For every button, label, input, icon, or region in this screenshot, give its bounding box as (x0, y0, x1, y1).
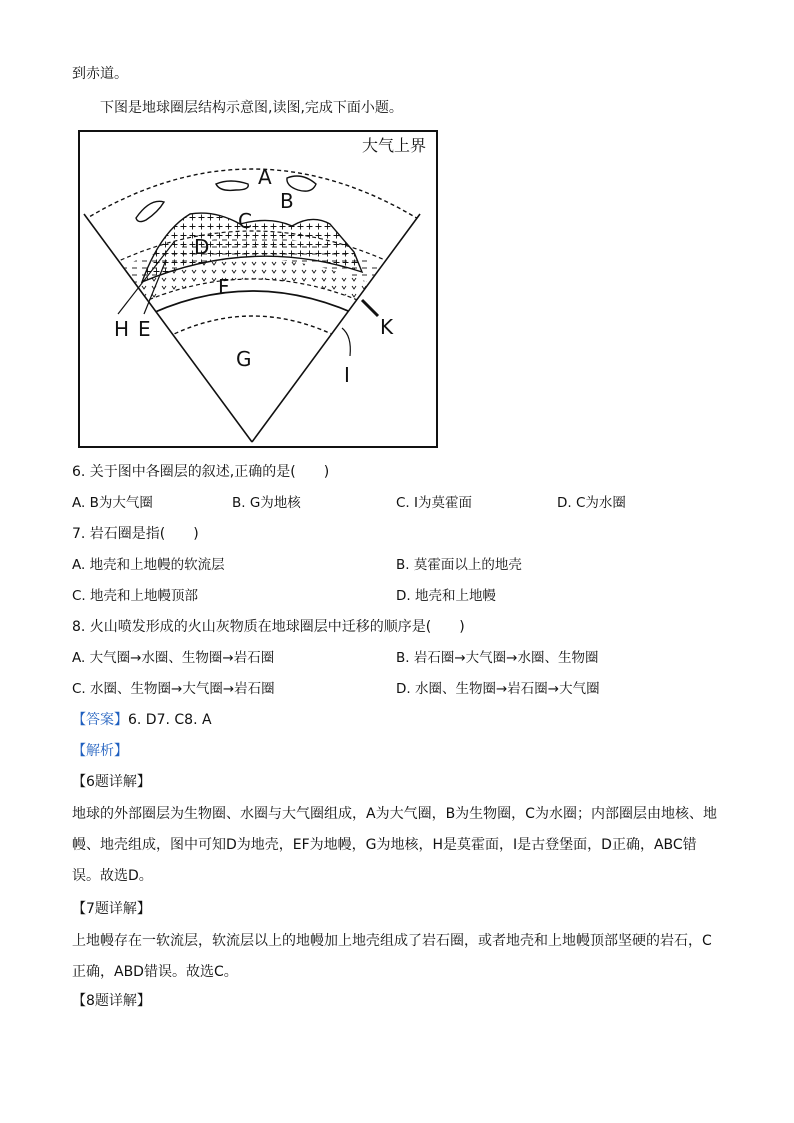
detail-6-text: 地球的外部圈层为生物圈、水圈与大气圈组成，A为大气圈，B为生物圈，C为水圈；内部圈层由地核、地幔、地壳组成，图中可知D为地壳，EF为地幔，G为地核，H是莫霍面，I是古登堡面，D正确，ABC错误。故选D。 (72, 806, 717, 884)
pointer-i (342, 328, 350, 356)
label-i: I (344, 363, 350, 387)
atmosphere-top-label: 大气上界 (362, 136, 427, 155)
atmosphere-boundary (84, 169, 420, 220)
q8-option-b: B. 岩石圈→大气圈→水圈、生物圈 (396, 650, 599, 666)
label-a: A (258, 165, 272, 189)
q7-option-d: D. 地壳和上地幔 (396, 588, 496, 604)
label-f: F (218, 275, 230, 299)
label-h: H (114, 317, 130, 341)
detail-7-text: 上地幔存在一软流层，软流层以上的地幔加上地壳组成了岩石圈，或者地壳和上地幔顶部坚硬的岩石，C正确，ABD错误。故选C。 (72, 933, 712, 980)
question-8-stem: 8. 火山喷发形成的火山灰物质在地球圈层中迁移的顺序是( ) (72, 619, 465, 635)
gutenberg-boundary (162, 316, 344, 340)
intro-tail: 到赤道。 (72, 66, 128, 82)
label-k: K (380, 315, 394, 339)
q8-option-c: C. 水圈、生物圈→大气圈→岩石圈 (72, 681, 275, 697)
answer-line (72, 710, 212, 730)
q6-option-b: B. G为地核 (232, 495, 301, 511)
detail-7-label: 【7题详解】 (72, 901, 151, 917)
diagram-svg (80, 132, 436, 446)
q7-option-a: A. 地壳和上地幔的软流层 (72, 557, 225, 573)
label-b: B (280, 189, 294, 213)
answer-label: 【答案】 (72, 712, 128, 728)
q6-option-a: A. B为大气圈 (72, 495, 153, 511)
answer-text: 6. D7. C8. A (128, 712, 212, 728)
label-g: G (236, 347, 252, 371)
label-d: D (194, 235, 210, 259)
detail-6-label: 【6题详解】 (72, 774, 151, 790)
question-7-stem: 7. 岩石圈是指( ) (72, 526, 199, 542)
q8-option-a: A. 大气圈→水圈、生物圈→岩石圈 (72, 650, 275, 666)
label-c: C (238, 209, 252, 233)
q7-option-c: C. 地壳和上地幔顶部 (72, 588, 199, 604)
cloud-icon (216, 181, 248, 190)
pointer-k (362, 300, 378, 316)
cloud-icon (136, 201, 164, 221)
detail-8-label: 【8题详解】 (72, 993, 151, 1009)
figure-prompt: 下图是地球圈层结构示意图,读图,完成下面小题。 (100, 100, 403, 116)
label-e: E (138, 317, 151, 341)
q8-option-d: D. 水圈、生物圈→岩石圈→大气圈 (396, 681, 600, 697)
q6-option-d: D. C为水圈 (557, 495, 626, 511)
earth-sphere-diagram (78, 130, 438, 448)
question-6-stem: 6. 关于图中各圈层的叙述,正确的是( ) (72, 464, 330, 480)
mantle-boundary (138, 291, 368, 320)
q7-option-b: B. 莫霍面以上的地壳 (396, 557, 522, 573)
q6-option-c: C. I为莫霍面 (396, 495, 472, 511)
analysis-label: 【解析】 (72, 743, 128, 759)
